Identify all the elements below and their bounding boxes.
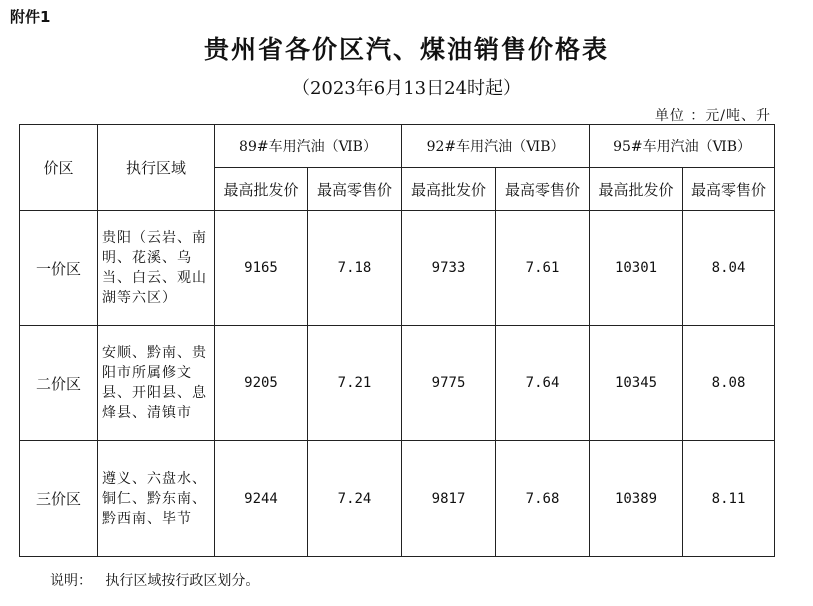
header-retail: 最高零售价	[496, 168, 590, 211]
price-cell: 9817	[402, 441, 496, 557]
price-cell: 9244	[215, 441, 308, 557]
header-fuel-89: 89#车用汽油（ⅥB）	[215, 125, 402, 168]
area-cell: 安顺、黔南、贵阳市所属修文县、开阳县、息烽县、清镇市	[98, 326, 215, 441]
tier-cell: 三价区	[20, 441, 98, 557]
header-retail: 最高零售价	[683, 168, 775, 211]
table-row	[20, 441, 775, 557]
attachment-label: 附件1	[10, 8, 51, 26]
price-cell: 7.64	[496, 326, 590, 441]
area-cell: 贵阳（云岩、南明、花溪、乌当、白云、观山湖等六区）	[98, 211, 215, 326]
header-tier: 价区	[20, 125, 98, 211]
table-row	[20, 326, 775, 441]
price-cell: 10345	[590, 326, 683, 441]
header-retail: 最高零售价	[308, 168, 402, 211]
table-row	[20, 211, 775, 326]
price-cell: 7.24	[308, 441, 402, 557]
price-cell: 7.21	[308, 326, 402, 441]
price-cell: 9165	[215, 211, 308, 326]
price-cell: 8.08	[683, 326, 775, 441]
tier-cell: 一价区	[20, 211, 98, 326]
price-cell: 7.18	[308, 211, 402, 326]
price-cell: 10389	[590, 441, 683, 557]
header-area: 执行区域	[98, 125, 215, 211]
footnote: 说明： 执行区域按行政区划分。	[50, 573, 260, 589]
price-cell: 9733	[402, 211, 496, 326]
header-fuel-95: 95#车用汽油（ⅥB）	[590, 125, 775, 168]
price-cell: 9775	[402, 326, 496, 441]
price-cell: 10301	[590, 211, 683, 326]
effective-date: （2023年6月13日24时起）	[291, 78, 522, 99]
unit-note: 单位 ：元/吨、升	[654, 108, 771, 124]
tier-cell: 二价区	[20, 326, 98, 441]
header-wholesale: 最高批发价	[215, 168, 308, 211]
header-wholesale: 最高批发价	[590, 168, 683, 211]
price-cell: 7.61	[496, 211, 590, 326]
header-fuel-92: 92#车用汽油（ⅥB）	[402, 125, 590, 168]
price-table	[19, 124, 775, 557]
page-title: 贵州省各价区汽、煤油销售价格表	[203, 35, 609, 64]
price-cell: 8.11	[683, 441, 775, 557]
area-cell: 遵义、六盘水、铜仁、黔东南、黔西南、毕节	[98, 441, 215, 557]
price-cell: 7.68	[496, 441, 590, 557]
price-cell: 8.04	[683, 211, 775, 326]
price-cell: 9205	[215, 326, 308, 441]
header-wholesale: 最高批发价	[402, 168, 496, 211]
